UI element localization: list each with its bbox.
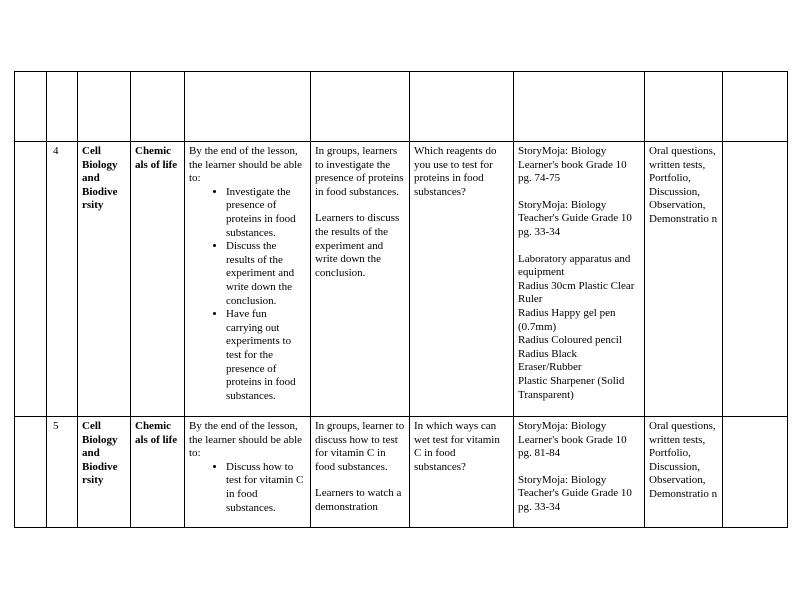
resource-paragraph: Laboratory apparatus and equipment Radius 30cm Plastic Clear Ruler Radius Happy gel pen (0.7mm) Radius Coloured pencil Radius Black Eraser/Rubber Plastic Sharpener (Solid Transparent): [518, 252, 635, 401]
resource-paragraph: StoryMoja: Biology Teacher's Guide Grade 10 pg. 33-34: [518, 198, 632, 238]
assessment-cell: Oral questions, written tests, Portfolio, Discussion, Observation, Demonstratio n: [645, 417, 723, 528]
empty-cell: [514, 72, 645, 142]
lesson-cell: [15, 142, 47, 417]
learning-experiences-cell: [311, 142, 410, 417]
learning-experiences-cell: [311, 417, 410, 528]
table-row-week-5: [15, 417, 788, 528]
experience-paragraph: In groups, learner to discuss how to test for vitamin C in food substances.: [315, 420, 405, 473]
table-row-week-4: [15, 142, 788, 417]
week-cell: 4: [47, 142, 78, 417]
strand-cell: Cell Biology and Biodive rsity: [78, 142, 131, 417]
outcomes-list: [189, 186, 306, 404]
outcome-item: • Discuss how to test for vitamin C in food substances.: [226, 461, 306, 515]
empty-cell: [410, 72, 514, 142]
lesson-cell: [15, 417, 47, 528]
outcomes-intro: By the end of the lesson, the learner should be able to:: [189, 145, 303, 185]
learning-outcomes-cell: [185, 417, 311, 528]
empty-cell: [723, 72, 788, 142]
empty-cell: [645, 72, 723, 142]
assessment-cell: Oral questions, written tests, Portfolio, Discussion, Observation, Demonstratio n: [645, 142, 723, 417]
resource-paragraph: StoryMoja: Biology Learner's book Grade 10 pg. 81-84: [518, 420, 627, 460]
empty-cell: [47, 72, 78, 142]
empty-cell: [78, 72, 131, 142]
learning-resources-cell: [514, 417, 645, 528]
key-inquiry-question-cell: Which reagents do you use to test for proteins in food substances?: [410, 142, 514, 417]
resource-paragraph: StoryMoja: Biology Learner's book Grade 10 pg. 74-75: [518, 145, 627, 185]
sub-strand-cell: Chemic als of life: [131, 417, 185, 528]
key-inquiry-question-cell: In which ways can wet test for vitamin C in food substances?: [410, 417, 514, 528]
empty-cell: [131, 72, 185, 142]
resource-paragraph: StoryMoja: Biology Teacher's Guide Grade 10 pg. 33-34: [518, 473, 632, 513]
table-row-empty: [15, 72, 788, 142]
empty-cell: [185, 72, 311, 142]
strand-cell: Cell Biology and Biodive rsity: [78, 417, 131, 528]
outcome-item: • Have fun carrying out experiments to test for the presence of proteins in food substances.: [226, 308, 306, 403]
outcome-item: • Discuss the results of the experiment and write down the conclusion.: [226, 240, 306, 308]
experience-paragraph: Learners to watch a demonstration: [315, 487, 402, 513]
experience-paragraph: Learners to discuss the results of the experiment and write down the conclusion.: [315, 212, 400, 279]
empty-cell: [311, 72, 410, 142]
outcomes-intro: By the end of the lesson, the learner should be able to:: [189, 420, 303, 460]
remarks-cell: [723, 142, 788, 417]
outcome-item: • Investigate the presence of proteins in food substances.: [226, 186, 306, 240]
remarks-cell: [723, 417, 788, 528]
learning-resources-cell: [514, 142, 645, 417]
learning-outcomes-cell: [185, 142, 311, 417]
empty-cell: [15, 72, 47, 142]
outcomes-list: [189, 461, 306, 515]
experience-paragraph: In groups, learners to investigate the presence of proteins in food substances.: [315, 145, 404, 198]
scheme-of-work-table: [14, 71, 788, 528]
sub-strand-cell: Chemic als of life: [131, 142, 185, 417]
week-cell: 5: [47, 417, 78, 528]
